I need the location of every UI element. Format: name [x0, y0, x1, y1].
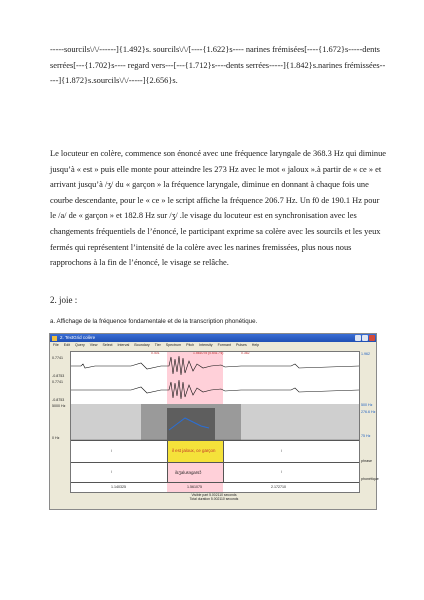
- menu-view: View: [89, 343, 98, 347]
- pitch-value-label: 276.6 Hz: [361, 410, 376, 414]
- waveform-1: [71, 356, 359, 375]
- time-after-selection: 2.172710: [271, 485, 286, 489]
- spectrogram-max-label: 5000 Hz: [52, 404, 66, 408]
- spectrogram-core-region: [167, 408, 215, 440]
- selection-start-time: 0.401: [151, 351, 160, 355]
- annotation-paragraph: -----sourcils\/\/------]{1.492}s. sourcils\/\/[----{1.622}s---- narines frémisées[----{1.672}s-----dents serrées[---{1.702}s---- regard vers---[---{1.712}s----dents serrées-----]{1.842}s.narines frémissées-----]{1.872}s.sourcils\/\/-----]{2.656}s.: [50, 45, 386, 86]
- interval-boundary: [223, 441, 224, 463]
- tier1-name: phrase: [361, 459, 372, 463]
- pitch-min-label: 75 Hz: [361, 434, 371, 438]
- figure-caption: a. Affichage de la fréquence fondamentale et de la transcription phonétique.: [50, 318, 258, 325]
- pitch-max-label: 500 Hz: [361, 403, 373, 407]
- time-row: [71, 482, 359, 493]
- textgrid-tier-1: [71, 440, 359, 463]
- waveform2-min-label: -0.8753: [52, 398, 65, 402]
- menu-query: Query: [75, 343, 85, 347]
- interval-boundary: [167, 463, 168, 483]
- praat-window-screenshot: [49, 333, 377, 510]
- praat-window-title: 2. TextGrid colère: [60, 335, 96, 340]
- interval-boundary: [223, 463, 224, 483]
- waveform1-max-label: 0.7741: [52, 356, 63, 360]
- interval-label: /: [281, 470, 282, 474]
- praat-app-icon: [52, 336, 57, 341]
- menu-interval: Interval: [117, 343, 130, 347]
- menu-help: Help: [251, 343, 260, 347]
- maximize-icon: [362, 335, 368, 341]
- menu-edit: Edit: [63, 343, 70, 347]
- praat-menubar: [50, 342, 376, 348]
- praat-status-area: [70, 493, 358, 501]
- visible-part-text: Visible part 5.002110 seconds: [191, 493, 237, 497]
- time-before-selection: 1.140325: [111, 485, 126, 489]
- textgrid-tier-2: [71, 462, 359, 483]
- menu-formant: Formant: [217, 343, 231, 347]
- minimize-icon: [355, 335, 361, 341]
- menu-pitch: Pitch: [186, 343, 195, 347]
- menu-spectrum: Spectrum: [165, 343, 182, 347]
- waveform-2: [71, 380, 359, 399]
- menu-boundary: Boundary: [134, 343, 150, 347]
- spectrogram-min-label: 0 Hz: [52, 436, 60, 440]
- interval-boundary: [167, 441, 168, 463]
- selection-end-time: 0.362: [241, 351, 250, 355]
- right-time-label: 1.962: [361, 352, 370, 356]
- menu-intensity: Intensity: [199, 343, 213, 347]
- tier2-name: phonétique: [361, 477, 379, 481]
- interval-label: /: [111, 470, 112, 474]
- waveform1-min-label: -0.8753: [52, 374, 65, 378]
- menu-tier: Tier: [154, 343, 161, 347]
- interval-label-selected: il est jaloux, ce garçon: [172, 448, 216, 453]
- close-icon: [369, 335, 375, 341]
- interval-label: /: [281, 449, 282, 453]
- praat-editor-canvas: [70, 351, 360, 493]
- analysis-paragraph: Le locuteur en colère, commence son énoncé avec une fréquence laryngale de 368.3 Hz qui diminue jusqu’à « est » puis elle monte pour atteindre les 273 Hz avec le mot « jaloux ».à partir de « ce » et arrivant jusqu’à /ʒ/ du « garçon » la fréquence laryngale, diminue en donnant à chaque fois une courbe descendante, pour le « ce » le script affiche la fréquence 206.7 Hz. Un f0 de 190.1 Hz pour le /a/ de « garçon » et 182.8 Hz sur /ʒ/ .le visage du locuteur est en synchronisation avec les changements fréquentiels de l’énoncé, le participant exprime sa colère avec les sourcils et les yeux fermés qui représentent l’intensité de la colère avec les narines fremissées, plus nous nous rapprochons à la fin de l’énoncé, le visage se relâche.: [50, 149, 387, 268]
- time-selection: 1.561075: [187, 485, 202, 489]
- menu-pulses: Pulses: [235, 343, 247, 347]
- selection-duration: 1.561075 (0.641 / s): [193, 351, 224, 355]
- menu-file: File: [53, 343, 59, 347]
- interval-label-phonetic: ilɛʒalusəgarsɔ̃: [175, 470, 202, 475]
- interval-label: /: [111, 449, 112, 453]
- waveform2-max-label: 0.7741: [52, 380, 63, 384]
- menu-select: Select: [102, 343, 113, 347]
- praat-titlebar: [50, 334, 376, 342]
- total-duration-text: Total duration 5.002110 seconds: [189, 497, 239, 501]
- section-heading: 2. joie :: [50, 295, 78, 305]
